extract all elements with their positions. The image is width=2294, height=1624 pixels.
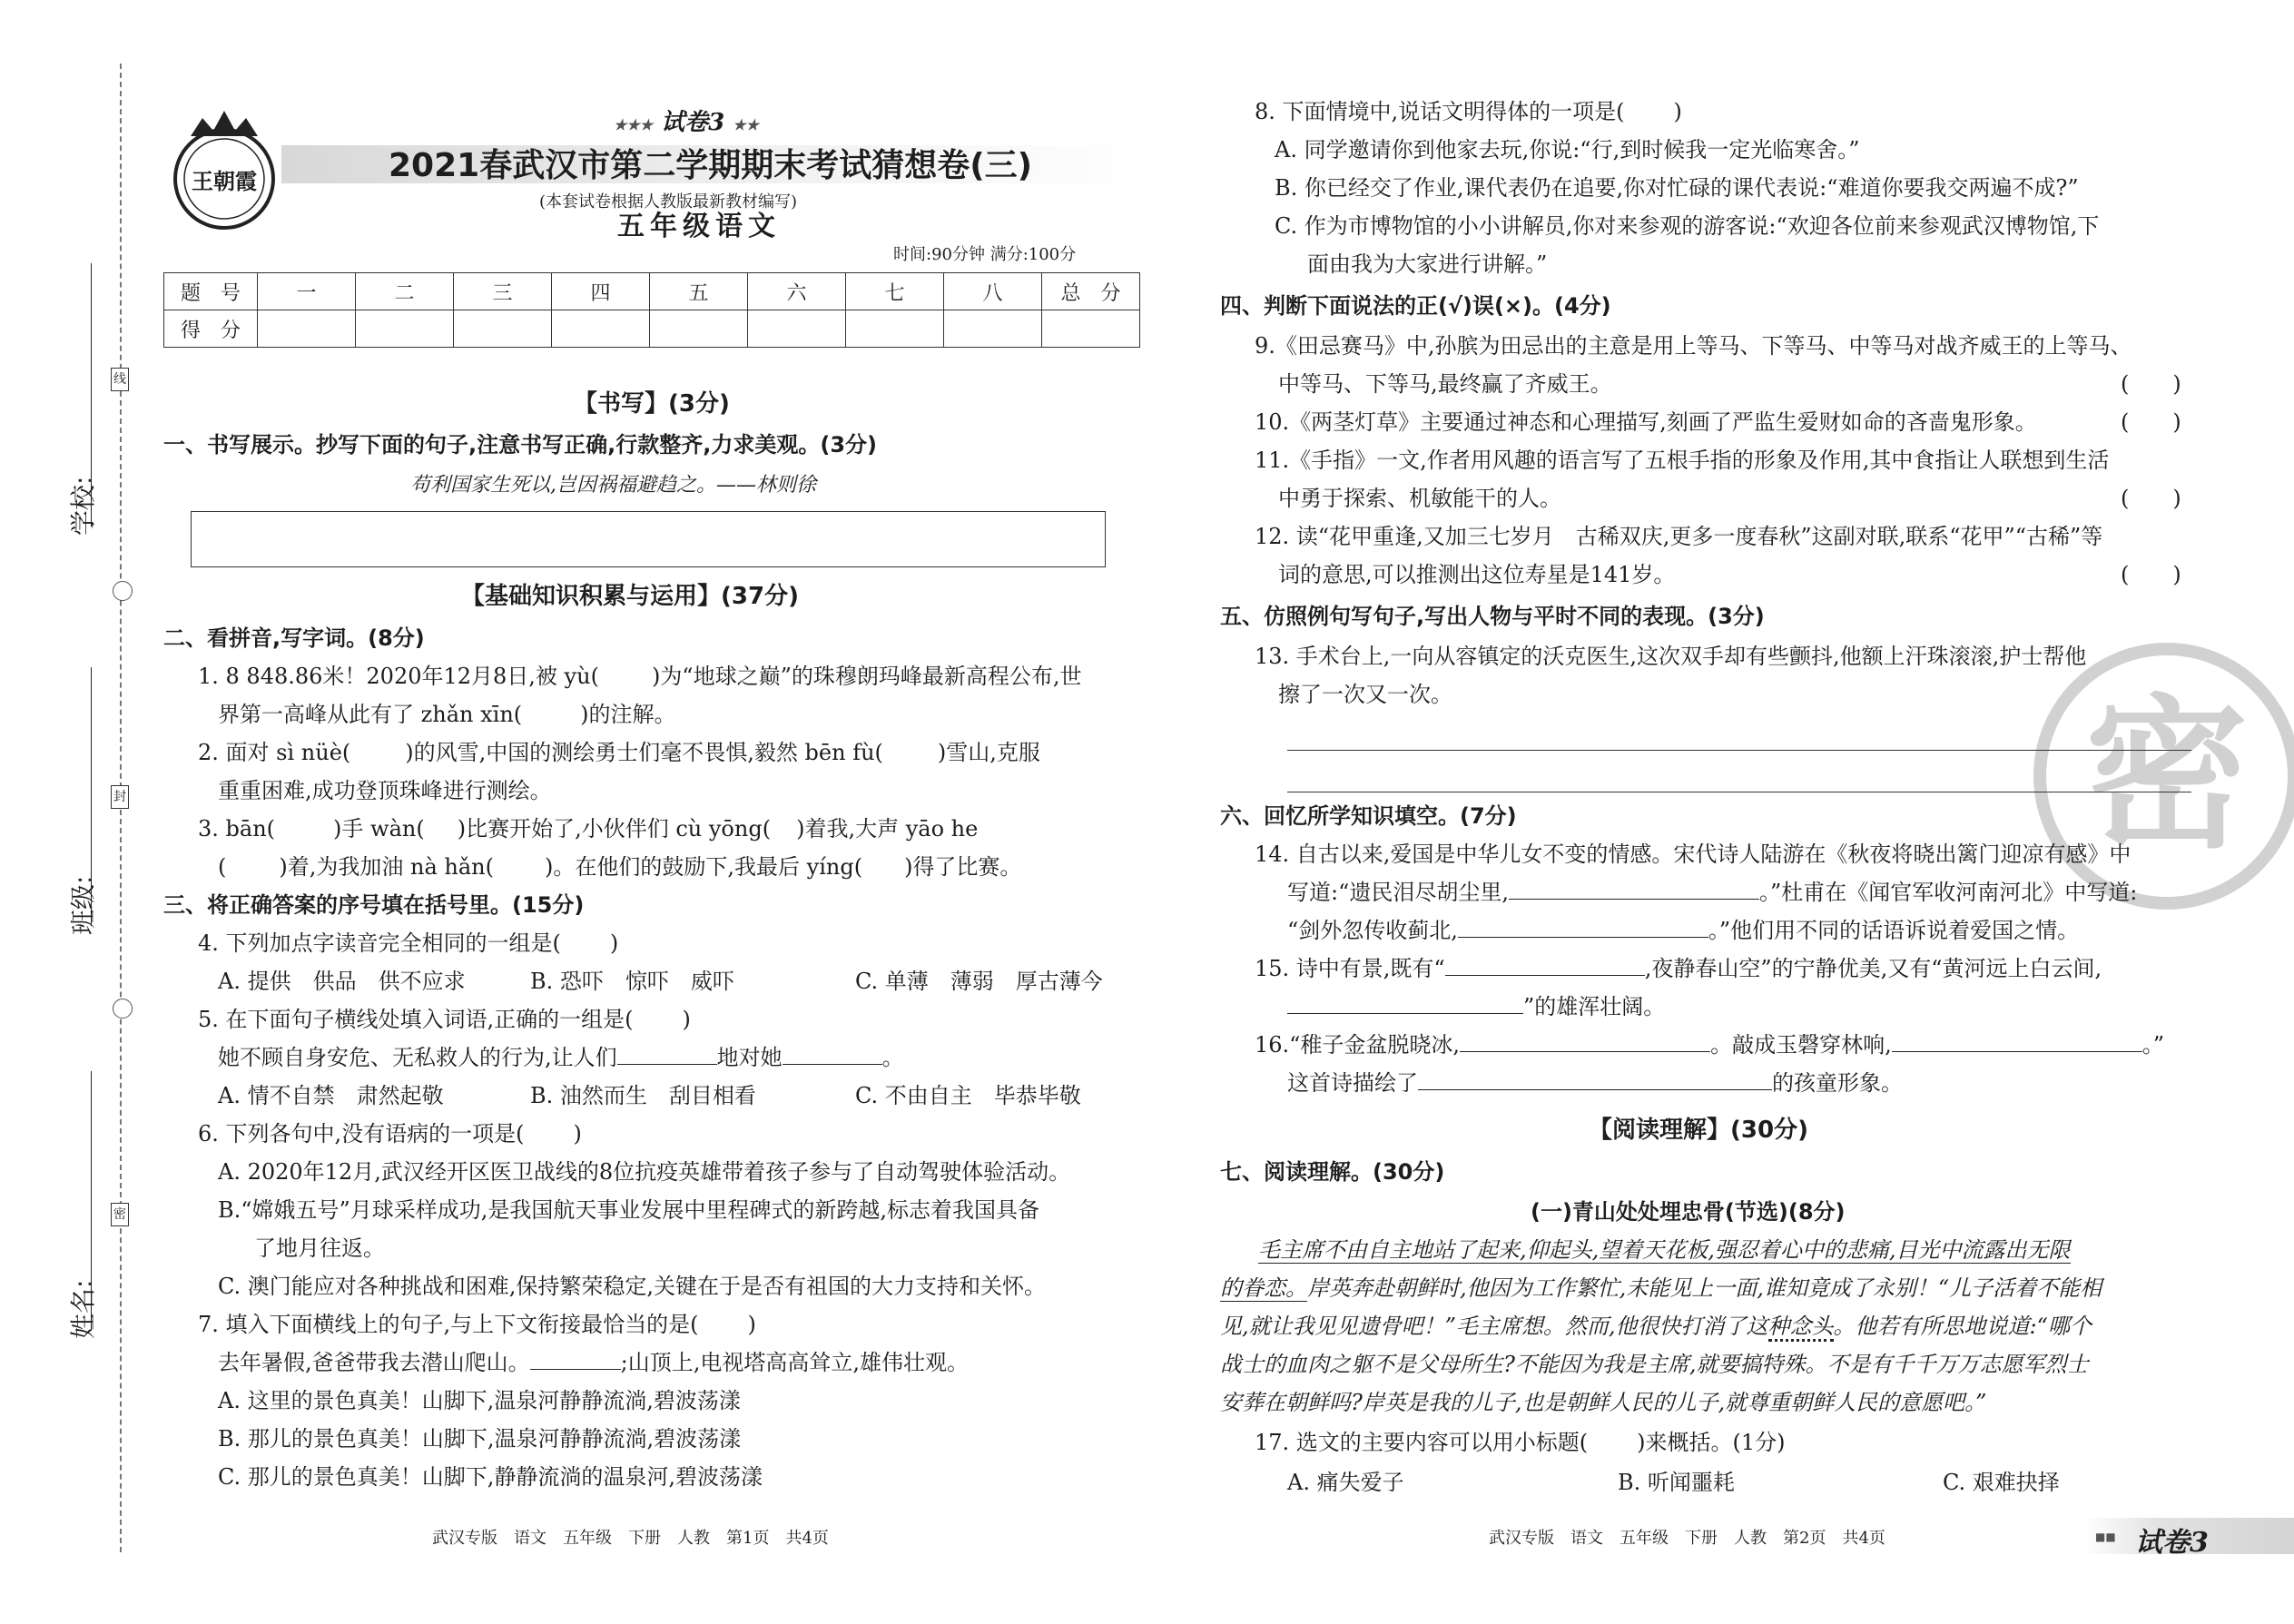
- logo: [171, 102, 278, 238]
- fill-blank[interactable]: [1418, 1089, 1772, 1090]
- score-input-cell[interactable]: [552, 310, 650, 348]
- section-7-title: 七、阅读理解。(30分): [1220, 1159, 1445, 1185]
- judge-paren-9[interactable]: ( ): [2121, 371, 2181, 397]
- basic-section-header: 【基础知识积累与运用】(37分): [461, 583, 799, 610]
- question-5-option-b[interactable]: B. 油然而生 刮目相看: [530, 1083, 756, 1108]
- exam-tag: ■■ 试卷3: [2084, 1518, 2294, 1554]
- score-input-cell[interactable]: [650, 310, 748, 348]
- passage-line-2: 的眷恋。岸英奔赴朝鲜时,他因为工作繁忙,未能见上一面,谁知竟成了永别！“儿子活着不能相: [1220, 1275, 2102, 1301]
- question-11-line1: 11.《手指》一文,作者用风趣的语言写了五根手指的形象及作用,其中食指让人联想到生活: [1255, 448, 2110, 473]
- question-4-option-c[interactable]: C. 单薄 薄弱 厚古薄今: [855, 969, 1103, 994]
- fill-blank[interactable]: [1460, 1051, 1710, 1052]
- tag-squares-icon: ■■: [2095, 1530, 2116, 1543]
- question-7-option-b[interactable]: B. 那儿的景色真美！山脚下,温泉河静静流淌,碧波荡漾: [218, 1426, 742, 1452]
- passage-line-4: 战士的血肉之躯不是父母所生?不能因为我是主席,就要搞特殊。不是有千千万万志愿军烈士: [1220, 1352, 2089, 1377]
- question-8-option-b[interactable]: B. 你已经交了作业,课代表仍在追要,你对忙碌的课代表说:“难道你要我交两遍不成?”: [1275, 175, 2079, 201]
- question-4: 4. 下列加点字读音完全相同的一组是( ): [198, 930, 619, 956]
- question-10: 10.《两茎灯草》主要通过神态和心理描写,刻画了严监生爱财如命的吝啬鬼形象。: [1255, 409, 2037, 435]
- logo-text: 王朝霞: [192, 168, 257, 194]
- binding-hole-icon: [113, 999, 133, 1019]
- question-4-option-b[interactable]: B. 恐吓 惊吓 威吓: [530, 969, 734, 994]
- section-2-title: 二、看拼音,写字词。(8分): [163, 625, 425, 651]
- question-3-line2: ( )着,为我加油 nà hǎn( )。在他们的鼓励下,我最后 yíng( )得了比赛。: [218, 854, 1022, 880]
- judge-paren-10[interactable]: ( ): [2121, 409, 2181, 435]
- question-16-line2: 这首诗描绘了 的孩童形象。: [1287, 1070, 1903, 1096]
- question-6: 6. 下列各句中,没有语病的一项是( ): [198, 1121, 582, 1147]
- question-8-option-a[interactable]: A. 同学邀请你到他家去玩,你说:“行,到时候我一定光临寒舍。”: [1275, 137, 1860, 162]
- exam-grade: 五年级语文: [617, 211, 781, 242]
- binding-mark-seal: 封: [111, 785, 129, 809]
- fill-blank[interactable]: [530, 1369, 621, 1370]
- judge-paren-12[interactable]: ( ): [2121, 562, 2181, 587]
- question-7-option-c[interactable]: C. 那儿的景色真美！山脚下,静静流淌的温泉河,碧波荡漾: [218, 1464, 763, 1490]
- fill-blank[interactable]: [1445, 975, 1645, 976]
- question-17-option-b[interactable]: B. 听闻噩耗: [1618, 1470, 1735, 1495]
- watermark-stamp: 密: [2026, 635, 2294, 917]
- question-8-option-c-cont: 面由我为大家进行讲解。”: [1307, 251, 1548, 277]
- fill-blank[interactable]: [1509, 899, 1759, 900]
- time-info: 时间:90分钟 满分:100分: [893, 245, 1077, 264]
- question-17-option-a[interactable]: A. 痛失爱子: [1287, 1470, 1404, 1495]
- question-5-option-a[interactable]: A. 情不自禁 肃然起敬: [218, 1083, 444, 1108]
- exam-title: 2021春武汉市第二学期期末考试猜想卷(三): [389, 147, 1033, 184]
- score-cell: 六: [748, 273, 846, 310]
- judge-paren-11[interactable]: ( ): [2121, 486, 2181, 511]
- question-17-option-c[interactable]: C. 艰难抉择: [1943, 1470, 2060, 1495]
- handwriting-box[interactable]: [191, 511, 1106, 567]
- question-2-line2: 重重困难,成功登顶珠峰进行测绘。: [218, 778, 552, 803]
- question-5-option-c[interactable]: C. 不由自主 毕恭毕敬: [855, 1083, 1081, 1108]
- fill-blank[interactable]: [1892, 1051, 2142, 1052]
- school-label: 学校:: [68, 476, 98, 536]
- question-14-line3: “剑外忽传收蓟北, 。”他们用不同的话语诉说着爱国之情。: [1287, 918, 2080, 943]
- question-13-line1: 13. 手术台上,一向从容镇定的沃克医生,这次双手却有些颤抖,他额上汗珠滚滚,护士帮他: [1255, 644, 2087, 669]
- class-label: 班级:: [68, 875, 98, 935]
- score-cell: 得 分: [164, 310, 258, 348]
- question-7-sentence: 去年暑假,爸爸带我去潜山爬山。 ;山顶上,电视塔高高耸立,雄伟壮观。: [218, 1350, 969, 1375]
- fill-blank[interactable]: [617, 1064, 717, 1065]
- score-input-cell[interactable]: [356, 310, 454, 348]
- score-table-score-row: [164, 310, 1140, 348]
- question-1-line2: 界第一高峰从此有了 zhǎn xīn( )的注解。: [218, 702, 676, 727]
- question-7: 7. 填入下面横线上的句子,与上下文衔接最恰当的是( ): [198, 1312, 756, 1337]
- passage-line-3: 见,就让我见见遗骨吧！”毛主席想。然而,他很快打消了这种念头。他若有所思地说道:“哪个: [1220, 1313, 2092, 1340]
- fill-blank[interactable]: [1287, 1013, 1523, 1014]
- score-cell: 二: [356, 273, 454, 310]
- section-3-title: 三、将正确答案的序号填在括号里。(15分): [163, 892, 585, 918]
- question-2-line1: 2. 面对 sì nüè( )的风雪,中国的测绘勇士们毫不畏惧,毅然 bēn fù( )雪山,克服: [198, 740, 1040, 765]
- page-1-footer: 武汉专版 语文 五年级 下册 人教 第1页 共4页: [432, 1529, 829, 1548]
- score-cell: 四: [552, 273, 650, 310]
- question-5: 5. 在下面句子横线处填入词语,正确的一组是( ): [198, 1007, 691, 1032]
- page-2-footer: 武汉专版 语文 五年级 下册 人教 第2页 共4页: [1489, 1529, 1885, 1548]
- score-table-header-row: [164, 273, 1140, 310]
- question-5-sentence: 她不顾自身安危、无私救人的行为,让人们 地对她 。: [218, 1045, 904, 1070]
- question-6-option-b-cont: 了地月往返。: [254, 1235, 385, 1261]
- question-9-line1: 9.《田忌赛马》中,孙膑为田忌出的主意是用上等马、下等马、中等马对战齐威王的上等马、: [1255, 333, 2132, 359]
- dotted-word: 种念头: [1768, 1314, 1834, 1342]
- name-label: 姓名:: [68, 1279, 98, 1339]
- section-4-title: 四、判断下面说法的正(√)误(×)。(4分): [1220, 293, 1611, 319]
- school-field[interactable]: [91, 263, 92, 527]
- question-16-line1: 16.“稚子金盆脱晓冰, 。敲成玉磬穿林响, 。”: [1255, 1032, 2164, 1058]
- score-input-cell[interactable]: [454, 310, 552, 348]
- fill-blank[interactable]: [783, 1064, 882, 1065]
- question-15-line2: ”的雄浑壮阔。: [1287, 993, 1665, 1020]
- question-3-line1: 3. bān( )手 wàn( )比赛开始了,小伙伴们 cù yōng( )着我,大声 yāo he: [198, 816, 979, 842]
- question-9-line2: 中等马、下等马,最终赢了齐威王。: [1278, 371, 1612, 397]
- question-14-line1: 14. 自古以来,爱国是中华儿女不变的情感。宋代诗人陆游在《秋夜将晓出篱门迎凉有感》中: [1255, 842, 2132, 867]
- question-11-line2: 中勇于探索、机敏能干的人。: [1278, 486, 1561, 511]
- question-6-option-c[interactable]: C. 澳门能应对各种挑战和困难,保持繁荣稳定,关键在于是否有祖国的大力支持和关怀。: [218, 1274, 1047, 1299]
- passage-line-1: [1258, 1236, 2071, 1264]
- question-1-line1: 1. 8 848.86米！2020年12月8日,被 yù( )为“地球之巅”的珠穆朗玛峰最新高程公布,世: [198, 664, 1082, 689]
- question-13-line2: 擦了一次又一次。: [1278, 682, 1452, 707]
- underlined-text: 毛主席不由自主地站了起来,仰起头,望着天花板,强忍着心中的悲痛,目光中流露出无限: [1258, 1237, 2071, 1263]
- exam-subtitle: (本套试卷根据人教版最新教材编写): [539, 192, 798, 212]
- exam-badge: ★★★ 试卷3 ★★: [614, 109, 759, 136]
- score-table: [163, 272, 1140, 348]
- question-8-option-c[interactable]: C. 作为市博物馆的小小讲解员,你对来参观的游客说:“欢迎各位前来参观武汉博物馆,下: [1275, 213, 2100, 239]
- fill-blank[interactable]: [1458, 937, 1708, 938]
- reading-section-header: 【阅读理解】(30分): [1589, 1117, 1808, 1144]
- score-input-cell[interactable]: [944, 310, 1042, 348]
- passage-line-5: 安葬在朝鲜吗?岸英是我的儿子,也是朝鲜人民的儿子,就尊重朝鲜人民的意愿吧。”: [1220, 1390, 1987, 1415]
- question-4-option-a[interactable]: A. 提供 供品 供不应求: [218, 969, 466, 994]
- copy-quote: 苟利国家生死以,岂因祸福避趋之。——林则徐: [410, 474, 816, 497]
- question-8: 8. 下面情境中,说话文明得体的一项是( ): [1255, 99, 1682, 124]
- score-cell: 五: [650, 273, 748, 310]
- section-6-title: 六、回忆所学知识填空。(7分): [1220, 803, 1517, 829]
- underlined-text: 的眷恋。: [1220, 1275, 1307, 1301]
- score-input-cell[interactable]: [258, 310, 356, 348]
- binding-mark-line: 线: [111, 368, 129, 391]
- question-12-line2: 词的意思,可以推测出这位寿星是141岁。: [1278, 562, 1676, 587]
- question-6-option-a[interactable]: A. 2020年12月,武汉经开区医卫战线的8位抗疫英雄带着孩子参与了自动驾驶体验活动。: [218, 1159, 1071, 1185]
- question-12-line1: 12. 读“花甲重逢,又加三七岁月 古稀双庆,更多一度春秋”这副对联,联系“花甲”“古稀”等: [1255, 524, 2103, 549]
- score-input-cell[interactable]: [846, 310, 944, 348]
- score-input-cell[interactable]: [748, 310, 846, 348]
- score-input-cell[interactable]: [1042, 310, 1140, 348]
- binding-hole-icon: [113, 581, 133, 601]
- score-cell: 题 号: [164, 273, 258, 310]
- question-7-option-a[interactable]: A. 这里的景色真美！山脚下,温泉河静静流淌,碧波荡漾: [218, 1388, 741, 1413]
- score-cell: 三: [454, 273, 552, 310]
- name-field[interactable]: [91, 1071, 92, 1330]
- score-cell: 八: [944, 273, 1042, 310]
- section-1-title: 一、书写展示。抄写下面的句子,注意书写正确,行款整齐,力求美观。(3分): [163, 432, 877, 458]
- question-6-option-b[interactable]: B.“嫦娥五号”月球采样成功,是我国航天事业发展中里程碑式的新跨越,标志着我国具备: [218, 1197, 1040, 1223]
- binding-mark-secret: 密: [111, 1203, 129, 1226]
- question-17: 17. 选文的主要内容可以用小标题( )来概括。(1分): [1255, 1430, 1786, 1455]
- writing-section-header: 【书写】(3分): [574, 390, 730, 418]
- score-cell: 一: [258, 273, 356, 310]
- section-5-title: 五、仿照例句写句子,写出人物与平时不同的表现。(3分): [1220, 604, 1765, 629]
- question-15-line1: 15. 诗中有景,既有“ ,夜静春山空”的宁静优美,又有“黄河远上白云间,: [1255, 956, 2102, 981]
- score-cell: 总 分: [1042, 273, 1140, 310]
- question-14-line2: 写道:“遗民泪尽胡尘里, 。”杜甫在《闻官军收河南河北》中写道:: [1287, 880, 2138, 905]
- passage-title: (一)青山处处埋忠骨(节选)(8分): [1531, 1199, 1846, 1225]
- class-field[interactable]: [91, 667, 92, 926]
- score-cell: 七: [846, 273, 944, 310]
